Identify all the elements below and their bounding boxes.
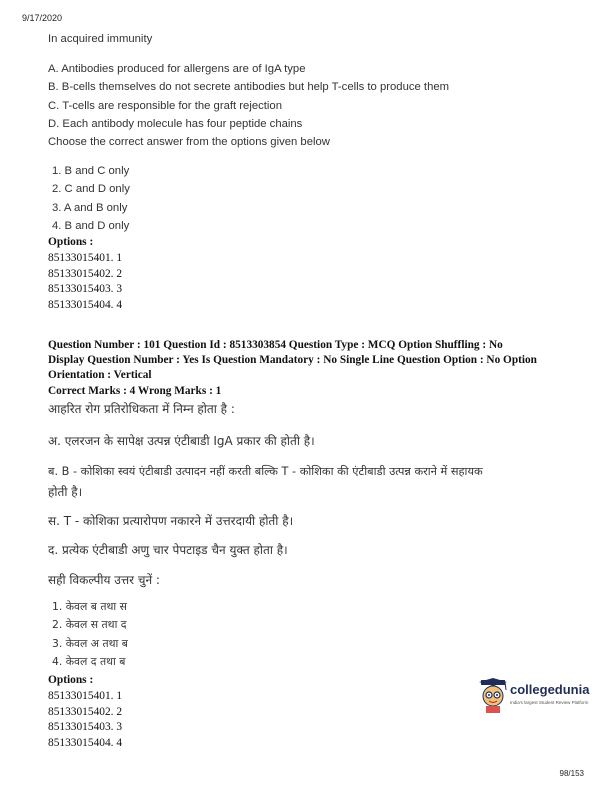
q101-option-id-2: 85133015402. 2 (48, 705, 123, 718)
q100-choice-2: 2. C and D only (52, 183, 130, 196)
q101-statement-c: स. T - कोशिका प्रत्यारोपण नकारने में उत्तरदायी होती है। (48, 514, 294, 528)
q101-meta-line-1: Question Number : 101 Question Id : 8513303854 Question Type : MCQ Option Shuffling : No (48, 339, 503, 351)
q101-statement-b-line2: होती है। (48, 485, 83, 499)
print-date: 9/17/2020 (22, 13, 63, 23)
q100-option-id-4: 85133015404. 4 (48, 299, 123, 312)
q100-statement-b: B. B-cells themselves do not secrete antibodies but help T-cells to produce them (48, 81, 450, 94)
q101-statement-a: अ. एलरजन के सापेक्ष उत्पन्न एंटीबाडी IgA प्रकार की होती है। (48, 434, 315, 448)
q100-statement-d: D. Each antibody molecule has four peptide chains (48, 117, 303, 130)
q100-option-id-3: 85133015403. 3 (48, 283, 123, 296)
q101-statement-d: द. प्रत्येक एंटीबाडी अणु चार पेपटाइड चैन युक्त होता है। (48, 543, 288, 557)
q100-choice-4: 4. B and D only (52, 219, 130, 232)
mascot-icon (477, 678, 509, 714)
q101-option-id-3: 85133015403. 3 (48, 721, 123, 734)
q101-options (48, 673, 122, 752)
q101-option-id-1: 85133015401. 1 (48, 689, 123, 702)
q101-options-label: Options : (48, 674, 94, 686)
q101-instruction: सही विकल्पीय उत्तर चुनें : (48, 573, 160, 587)
q100-choice-1: 1. B and C only (52, 165, 130, 177)
q101-marks: Correct Marks : 4 Wrong Marks : 1 (48, 384, 222, 397)
q100-instruction: Choose the correct answer from the options given below (48, 136, 330, 149)
q101-choices (52, 598, 128, 672)
q101-choice-4: 4. केवल द तथा ब (52, 655, 126, 669)
collegedunia-logo (477, 678, 595, 714)
q101-meta-line-3: Orientation : Vertical (48, 369, 152, 382)
logo-tagline: India's largest Student Review Platform (510, 700, 589, 705)
q100-statement-a: A. Antibodies produced for allergens are of IgA type (48, 63, 306, 75)
q101-choice-3: 3. केवल अ तथा ब (52, 636, 128, 650)
q100-statements (48, 60, 449, 151)
q101-meta-line-2: Display Question Number : Yes Is Question Mandatory : No Single Line Question Option : No Option (48, 354, 537, 367)
q100-choices (52, 162, 130, 235)
q100-stem: In acquired immunity (48, 33, 153, 45)
page-number: 98/153 (559, 769, 584, 778)
q101-option-id-4: 85133015404. 4 (48, 737, 123, 750)
q101-choice-2: 2. केवल स तथा द (52, 618, 127, 632)
q101-choice-1: 1. केवल ब तथा स (52, 600, 127, 613)
q101-meta (48, 338, 537, 399)
logo-wordmark: collegedunia (510, 682, 590, 697)
q101-stem: आहरित रोग प्रतिरोधिकता में निम्न होता है : (48, 402, 235, 416)
q100-option-id-2: 85133015402. 2 (48, 267, 123, 280)
q100-options-label: Options : (48, 236, 94, 248)
q100-choice-3: 3. A and B only (52, 201, 128, 214)
q100-statement-c: C. T-cells are responsible for the graft rejection (48, 99, 282, 112)
q100-option-id-1: 85133015401. 1 (48, 251, 123, 264)
q101-statement-b-line1: ब. B - कोशिका स्वयं एंटीबाडी उत्पादन नहीं करती बल्कि T - कोशिका की एंटीबाडी उत्पन्न कराने में सहायक (48, 465, 483, 478)
q100-options (48, 235, 122, 314)
